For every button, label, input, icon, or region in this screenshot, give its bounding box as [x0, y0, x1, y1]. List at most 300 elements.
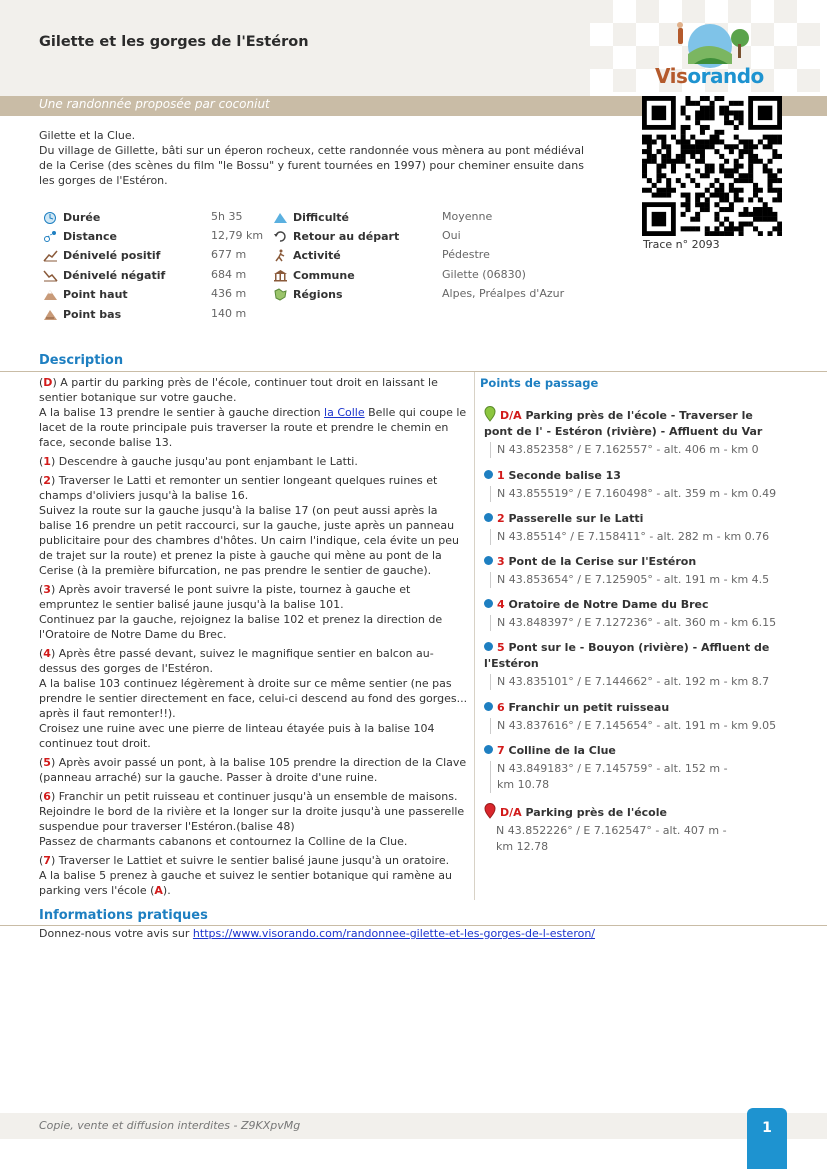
qr-module	[729, 226, 734, 231]
column-divider	[474, 372, 475, 900]
info-title: Informations pratiques	[39, 908, 208, 923]
qr-module	[690, 144, 695, 149]
qr-module	[642, 135, 647, 140]
qr-module	[666, 188, 671, 193]
qr-module	[685, 226, 690, 231]
qr-module	[656, 168, 661, 173]
qr-module	[700, 193, 705, 198]
qr-module	[768, 231, 773, 236]
qr-module	[714, 178, 719, 183]
qr-module	[681, 125, 686, 130]
qr-module	[763, 217, 768, 222]
qr-module	[753, 212, 758, 217]
qr-module	[705, 188, 710, 193]
waypoint-3: 3 Pont de la Cerise sur l'Estéron N 43.853654° / E 7.125905° - alt. 191 m - km 4.5	[484, 554, 784, 588]
qr-module	[690, 101, 695, 106]
qr-module	[705, 115, 710, 120]
qr-module	[729, 188, 734, 193]
qr-module	[695, 197, 700, 202]
qr-module	[714, 96, 719, 101]
qr-module	[739, 173, 744, 178]
qr-module	[695, 144, 700, 149]
waypoint-coord: N 43.848397° / E 7.127236° - alt. 360 m - km 6.15	[490, 615, 784, 631]
qr-module	[700, 115, 705, 120]
qr-module	[714, 231, 719, 236]
description-rule	[0, 371, 827, 372]
qr-module	[777, 197, 782, 202]
qr-module	[700, 144, 705, 149]
qr-module	[681, 159, 686, 164]
qr-module	[772, 178, 777, 183]
waypoint-dot-icon	[484, 556, 493, 565]
qr-module	[690, 226, 695, 231]
qr-module	[652, 159, 657, 164]
qr-module	[719, 168, 724, 173]
qr-module	[695, 183, 700, 188]
qr-module	[714, 130, 719, 135]
qr-module	[656, 164, 661, 169]
qr-module	[768, 144, 773, 149]
qr-module	[743, 144, 748, 149]
qr-module	[748, 168, 753, 173]
waypoint-coord: N 43.85514° / E 7.158411° - alt. 282 m - km 0.76	[490, 529, 784, 545]
qr-module	[710, 110, 715, 115]
qr-module	[681, 193, 686, 198]
qr-module	[743, 139, 748, 144]
qr-module	[671, 135, 676, 140]
qr-module	[763, 202, 768, 207]
qr-module	[681, 154, 686, 159]
qr-module	[768, 183, 773, 188]
qr-module	[685, 139, 690, 144]
qr-module	[695, 159, 700, 164]
qr-module	[700, 106, 705, 111]
waypoint-dot-icon	[484, 599, 493, 608]
qr-module	[768, 217, 773, 222]
qr-module	[685, 202, 690, 207]
waypoint-dot-icon	[484, 745, 493, 754]
qr-module	[724, 231, 729, 236]
intro-text	[39, 128, 599, 188]
qr-finder	[652, 106, 666, 120]
qr-module	[642, 168, 647, 173]
qr-module	[690, 217, 695, 222]
qr-module	[656, 193, 661, 198]
qr-module	[719, 110, 724, 115]
fact-label-low-point: Point bas	[63, 307, 122, 321]
fact-label-elevation-gain: Dénivelé positif	[63, 248, 161, 262]
qr-module	[710, 183, 715, 188]
qr-module	[777, 231, 782, 236]
fact-label-activity: Activité	[293, 248, 341, 262]
fact-value-low-point: 140 m	[211, 307, 247, 320]
fact-value-elevation-loss: 684 m	[211, 268, 247, 281]
fact-value-town: Gilette (06830)	[442, 268, 526, 281]
qr-module	[647, 149, 652, 154]
waypoint-1: 1 Seconde balise 13 N 43.855519° / E 7.160498° - alt. 359 m - km 0.49	[484, 468, 784, 502]
qr-module	[719, 106, 724, 111]
qr-module	[753, 188, 758, 193]
qr-module	[724, 207, 729, 212]
qr-module	[734, 164, 739, 169]
qr-module	[681, 149, 686, 154]
fact-label-elevation-loss: Dénivelé négatif	[63, 268, 166, 282]
qr-module	[729, 183, 734, 188]
qr-module	[681, 110, 686, 115]
qr-module	[695, 168, 700, 173]
qr-module	[748, 159, 753, 164]
qr-module	[743, 207, 748, 212]
fact-value-regions: Alpes, Préalpes d'Azur	[442, 287, 565, 300]
trace-number: Trace n° 2093	[643, 238, 720, 251]
qr-module	[690, 149, 695, 154]
waypoint-coord: N 43.852358° / E 7.162557° - alt. 406 m - km 0	[490, 442, 784, 458]
qr-module	[656, 149, 661, 154]
qr-module	[724, 106, 729, 111]
qr-module	[734, 178, 739, 183]
qr-module	[685, 164, 690, 169]
qr-module	[652, 193, 657, 198]
town-hall-icon	[273, 269, 288, 282]
qr-module	[681, 139, 686, 144]
qr-module	[661, 188, 666, 193]
qr-module	[700, 130, 705, 135]
qr-module	[714, 226, 719, 231]
la-colle-link[interactable]: la Colle	[324, 406, 365, 419]
qr-module	[758, 197, 763, 202]
qr-module	[734, 188, 739, 193]
qr-module	[719, 164, 724, 169]
qr-module	[666, 154, 671, 159]
qr-module	[695, 217, 700, 222]
qr-module	[647, 188, 652, 193]
waypoint-coord: N 43.835101° / E 7.144662° - alt. 192 m - km 8.7	[490, 674, 784, 690]
qr-module	[763, 135, 768, 140]
qr-module	[685, 101, 690, 106]
qr-module	[661, 173, 666, 178]
qr-module	[724, 168, 729, 173]
page-title: Gilette et les gorges de l'Estéron	[39, 34, 309, 50]
qr-module	[724, 144, 729, 149]
waypoint-coord: N 43.849183° / E 7.145759° - alt. 152 m - km 10.78	[490, 761, 744, 793]
qr-module	[705, 144, 710, 149]
qr-finder	[758, 106, 772, 120]
qr-module	[729, 202, 734, 207]
qr-module	[753, 226, 758, 231]
qr-module	[714, 217, 719, 222]
qr-module	[666, 193, 671, 198]
qr-module	[753, 154, 758, 159]
qr-module	[719, 193, 724, 198]
fact-label-duration: Durée	[63, 210, 101, 224]
qr-module	[676, 159, 681, 164]
qr-module	[705, 231, 710, 236]
waypoint-2: 2 Passerelle sur le Latti N 43.85514° / E 7.158411° - alt. 282 m - km 0.76	[484, 511, 784, 545]
description-step-2: (2) Traverser le Latti et remonter un sentier longeant quelques ruines et champs d'oliviers jusqu'à la balise 16. Suivez la route sur la gauche jusqu'à la balise 17 (on peut aussi après la balise 16 prendre un petit raccourci, sur la gauche, juste après un panneau publicitaire pour des chambres d'hôtes. Un cairn l'indique, cela évite un peu de trajet sur la route) et prenez la piste à gauche qui mène au pont de la Cerise (à la première bifurcation, ne pas prendre le sentier de gauche).	[39, 474, 459, 577]
qr-module	[719, 130, 724, 135]
qr-module	[685, 144, 690, 149]
page-number: 1	[747, 1108, 787, 1169]
qr-module	[734, 125, 739, 130]
qr-module	[739, 110, 744, 115]
qr-module	[719, 139, 724, 144]
qr-module	[758, 231, 763, 236]
fact-label-distance: Distance	[63, 229, 117, 243]
qr-module	[700, 149, 705, 154]
qr-module	[734, 101, 739, 106]
qr-module	[719, 183, 724, 188]
qr-module	[652, 183, 657, 188]
fact-value-difficulty: Moyenne	[442, 210, 493, 223]
qr-module	[710, 168, 715, 173]
qr-module	[661, 154, 666, 159]
waypoint-5: 5 Pont sur le - Bouyon (rivière) - Affluent de l'Estéron N 43.835101° / E 7.144662° - alt. 192 m - km 8.7	[484, 640, 784, 690]
qr-module	[700, 96, 705, 101]
qr-module	[763, 164, 768, 169]
qr-module	[758, 188, 763, 193]
start-marker-icon	[484, 406, 496, 422]
qr-module	[724, 197, 729, 202]
qr-module	[652, 139, 657, 144]
qr-module	[758, 217, 763, 222]
qr-module	[739, 188, 744, 193]
qr-module	[772, 197, 777, 202]
qr-module	[666, 159, 671, 164]
qr-module	[705, 168, 710, 173]
qr-module	[671, 188, 676, 193]
qr-module	[690, 135, 695, 140]
qr-module	[705, 164, 710, 169]
qr-module	[768, 135, 773, 140]
qr-module	[642, 173, 647, 178]
qr-module	[705, 96, 710, 101]
description-body	[39, 375, 469, 902]
qr-module	[642, 164, 647, 169]
qr-module	[710, 144, 715, 149]
qr-module	[739, 149, 744, 154]
qr-module	[734, 193, 739, 198]
qr-module	[724, 173, 729, 178]
qr-module	[705, 207, 710, 212]
qr-module	[743, 222, 748, 227]
qr-module	[772, 173, 777, 178]
qr-module	[758, 207, 763, 212]
qr-module	[743, 212, 748, 217]
qr-module	[739, 231, 744, 236]
qr-module	[734, 159, 739, 164]
qr-module	[705, 202, 710, 207]
waypoint-4: 4 Oratoire de Notre Dame du Brec N 43.848397° / E 7.127236° - alt. 360 m - km 6.15	[484, 597, 784, 631]
qr-module	[710, 101, 715, 106]
qr-module	[768, 207, 773, 212]
intro-line-2: Du village de Gillette, bâti sur un éperon rocheux, cette randonnée vous mènera au pont médiéval de la Cerise (des scènes du film "le Bossu" y furent tournées en 1997) pour cheminer ensuite dans les gorges de l'Estéron.	[39, 144, 585, 187]
qr-module	[661, 164, 666, 169]
qr-module	[705, 110, 710, 115]
qr-module	[685, 115, 690, 120]
qr-module	[748, 154, 753, 159]
qr-module	[772, 226, 777, 231]
qr-module	[777, 139, 782, 144]
qr-module	[656, 173, 661, 178]
qr-module	[739, 178, 744, 183]
qr-module	[724, 226, 729, 231]
waypoint-6: 6 Franchir un petit ruisseau N 43.837616° / E 7.145654° - alt. 191 m - km 9.05	[484, 700, 784, 734]
qr-module	[772, 149, 777, 154]
qr-module	[695, 115, 700, 120]
qr-module	[656, 178, 661, 183]
qr-module	[647, 154, 652, 159]
logo-text: Visorando	[655, 64, 764, 88]
qr-module	[710, 139, 715, 144]
qr-module	[729, 168, 734, 173]
qr-module	[772, 217, 777, 222]
qr-module	[729, 222, 734, 227]
qr-module	[748, 178, 753, 183]
qr-module	[724, 115, 729, 120]
qr-module	[772, 135, 777, 140]
qr-module	[748, 139, 753, 144]
qr-module	[768, 173, 773, 178]
qr-module	[676, 178, 681, 183]
fact-value-activity: Pédestre	[442, 248, 490, 261]
qr-module	[695, 149, 700, 154]
qr-module	[734, 144, 739, 149]
fact-value-distance: 12,79 km	[211, 229, 264, 242]
qr-module	[685, 193, 690, 198]
description-title: Description	[39, 353, 124, 368]
qr-module	[758, 159, 763, 164]
qr-module	[772, 212, 777, 217]
high-point-icon	[43, 288, 58, 301]
qr-module	[681, 226, 686, 231]
loop-icon	[273, 230, 288, 243]
waypoint-coord: N 43.852226° / E 7.162547° - alt. 407 m - km 12.78	[496, 824, 727, 853]
qr-module	[647, 178, 652, 183]
qr-module	[729, 231, 734, 236]
qr-module	[681, 144, 686, 149]
qr-module	[763, 207, 768, 212]
visorando-link[interactable]: https://www.visorando.com/randonnee-gilette-et-les-gorges-de-l-esteron/	[192, 927, 596, 940]
description-step-3: (3) Après avoir traversé le pont suivre la piste, tournez à gauche et empruntez le sentier balisé jaune jusqu'à la balise 101. Continuez par la gauche, rejoignez la balise 102 et prenez la direction de l'Oratoire de Notre Dame du Brec.	[39, 583, 443, 641]
qr-module	[714, 212, 719, 217]
qr-module	[719, 154, 724, 159]
qr-module	[671, 164, 676, 169]
qr-module	[777, 154, 782, 159]
qr-module	[705, 197, 710, 202]
qr-module	[710, 164, 715, 169]
qr-module	[700, 125, 705, 130]
qr-module	[714, 188, 719, 193]
qr-module	[710, 115, 715, 120]
qr-module	[695, 120, 700, 125]
qr-module	[777, 135, 782, 140]
waypoints-title: Points de passage	[480, 376, 599, 390]
duration-icon	[43, 211, 58, 224]
waypoint-start: D/A Parking près de l'école - Traverser le pont de l' - Estéron (rivière) - Affluent du Var N 43.852358° / E 7.162557° - alt. 406 m - km 0	[484, 406, 784, 458]
fact-value-duration: 5h 35	[211, 210, 243, 223]
region-icon	[273, 288, 288, 301]
qr-module	[758, 212, 763, 217]
qr-module	[695, 202, 700, 207]
qr-module	[729, 101, 734, 106]
qr-module	[734, 226, 739, 231]
qr-module	[656, 188, 661, 193]
distance-icon	[43, 230, 58, 243]
qr-code-icon[interactable]	[642, 96, 782, 236]
qr-module	[666, 178, 671, 183]
qr-module	[700, 159, 705, 164]
qr-module	[729, 120, 734, 125]
qr-module	[661, 139, 666, 144]
qr-module	[642, 159, 647, 164]
waypoint-coord: N 43.853654° / E 7.125905° - alt. 191 m - km 4.5	[490, 572, 784, 588]
description-step-7: (7) Traverser le Lattiet et suivre le sentier balisé jaune jusqu'à un oratoire. A la balise 5 prenez à gauche et suivez le sentier botanique qui ramène au parking vers l'école (A).	[39, 854, 452, 897]
footer-text: Copie, vente et diffusion interdites - Z9KXpvMg	[39, 1119, 301, 1132]
qr-module	[753, 159, 758, 164]
qr-module	[681, 202, 686, 207]
qr-module	[656, 135, 661, 140]
qr-module	[739, 164, 744, 169]
qr-module	[642, 188, 647, 193]
qr-module	[681, 135, 686, 140]
waypoint-dot-icon	[484, 513, 493, 522]
qr-module	[729, 144, 734, 149]
qr-module	[753, 207, 758, 212]
qr-module	[714, 135, 719, 140]
qr-module	[685, 125, 690, 130]
qr-module	[647, 139, 652, 144]
description-step-4: (4) Après être passé devant, suivez le magnifique sentier en balcon au-dessus des gorges de l'Estéron. A la balise 103 continuez légèrement à droite sur ce même sentier (ne pas prendre le sentier directement en face, celui-ci descend au fond des gorges... après il faut remonter!!). Croisez une ruine avec une pierre de linteau étayée puis à la balise 104 continuez tout droit.	[39, 647, 468, 750]
qr-module	[695, 101, 700, 106]
qr-module	[681, 106, 686, 111]
qr-module	[661, 159, 666, 164]
qr-module	[768, 178, 773, 183]
fact-label-town: Commune	[293, 268, 355, 282]
low-point-icon	[43, 308, 58, 321]
waypoint-end: D/A Parking près de l'école N 43.852226° / E 7.162547° - alt. 407 m - km 12.78	[484, 803, 744, 855]
qr-module	[700, 110, 705, 115]
qr-module	[724, 193, 729, 198]
qr-module	[676, 139, 681, 144]
qr-module	[729, 149, 734, 154]
qr-module	[719, 222, 724, 227]
qr-module	[748, 197, 753, 202]
waypoint-coord: N 43.855519° / E 7.160498° - alt. 359 m - km 0.49	[490, 486, 784, 502]
qr-module	[734, 115, 739, 120]
qr-module	[661, 144, 666, 149]
qr-module	[753, 183, 758, 188]
qr-module	[768, 188, 773, 193]
description-step-5: (5) Après avoir passé un pont, à la balise 105 prendre la direction de la Clave (panneau arraché) sur la gauche. Passer à droite d'une ruine.	[39, 756, 467, 784]
qr-module	[724, 110, 729, 115]
qr-module	[695, 110, 700, 115]
qr-module	[777, 226, 782, 231]
qr-module	[671, 168, 676, 173]
qr-module	[748, 212, 753, 217]
waypoint-coord: N 43.837616° / E 7.145654° - alt. 191 m - km 9.05	[490, 718, 784, 734]
qr-module	[714, 139, 719, 144]
waypoint-dot-icon	[484, 702, 493, 711]
qr-module	[700, 202, 705, 207]
qr-module	[661, 135, 666, 140]
qr-module	[753, 193, 758, 198]
description-step-d: (D) A partir du parking près de l'école, continuer tout droit en laissant le sentier botanique sur votre gauche. A la balise 13 prendre le sentier à gauche direction la Colle Belle qui coupe le lacet de la route principale puis traverser la route et prendre le chemin en face, seconde balise 13.	[39, 376, 467, 449]
qr-module	[705, 139, 710, 144]
description-step-6: (6) Franchir un petit ruisseau et continuer jusqu'à un ensemble de maisons. Rejoindre le bord de la rivière et la longer sur la droite jusqu'à une passerelle suspendue pour traverser l'Estéron.(balise 48) Passez de charmants cabanons et contournez la Colline de la Clue.	[39, 790, 465, 848]
qr-module	[777, 193, 782, 198]
fact-value-loop: Oui	[442, 229, 461, 242]
description-step-1: (1) Descendre à gauche jusqu'au pont enjambant le Latti.	[39, 455, 358, 468]
